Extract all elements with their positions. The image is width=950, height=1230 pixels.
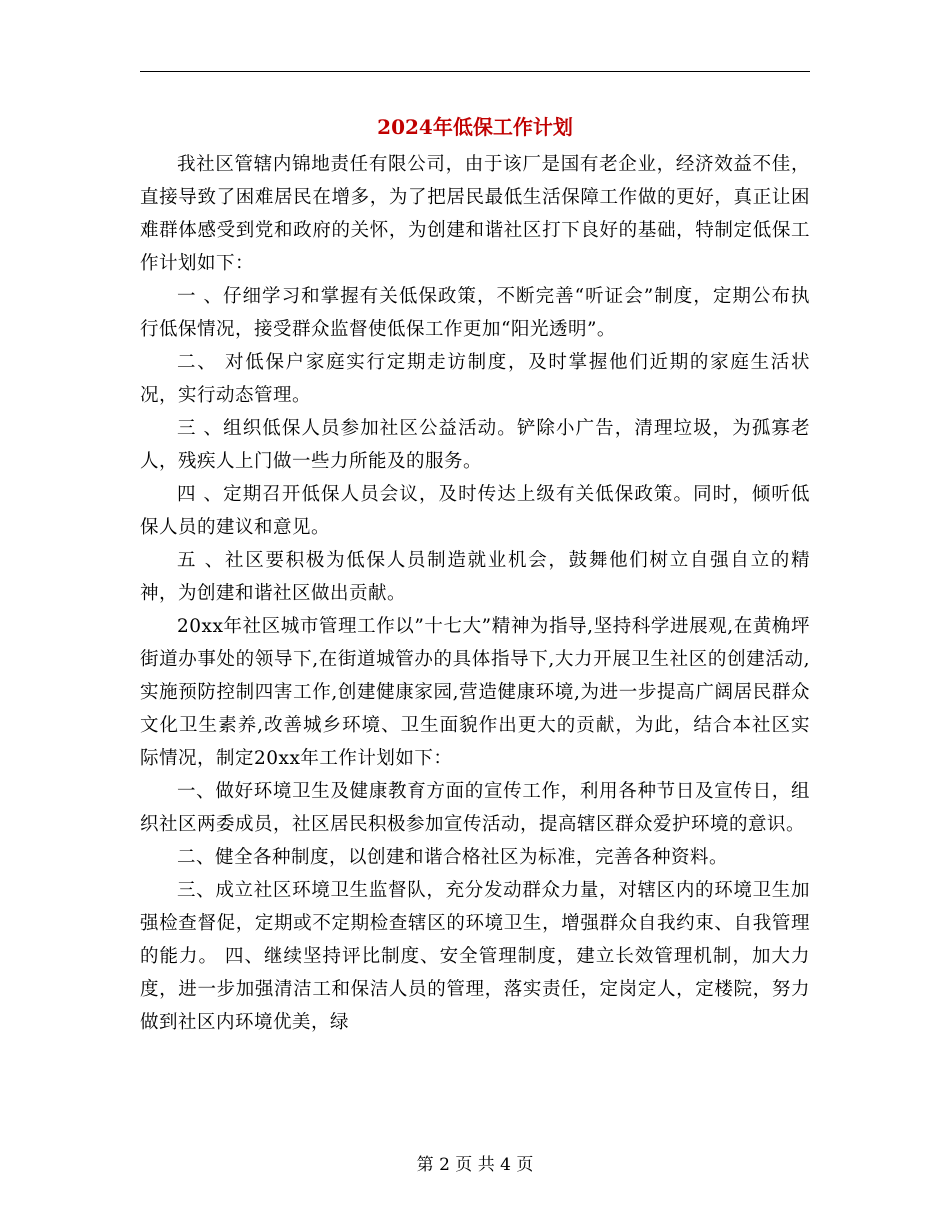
- paragraph-item-1: 一 、仔细学习和掌握有关低保政策，不断完善“听证会”制度，定期公布执行低保情况，接受群众监督使低保工作更加“阳光透明”。: [140, 286, 810, 340]
- paragraph-item-3: 三 、组织低保人员参加社区公益活动。铲除小广告，清理垃圾，为孤寡老人，残疾人上门做一些力所能及的服务。: [140, 418, 810, 472]
- paragraph-plan-1: 一、做好环境卫生及健康教育方面的宣传工作，利用各种节日及宣传日，组织社区两委成员，社区居民积极参加宣传活动，提高辖区群众爱护环境的意识。: [140, 781, 810, 835]
- paragraph-item-4: 四 、定期召开低保人员会议，及时传达上级有关低保政策。同时，倾听低保人员的建议和意见。: [140, 484, 810, 538]
- paragraph-item-5: 五 、社区要积极为低保人员制造就业机会，鼓舞他们树立自强自立的精神，为创建和谐社区做出贡献。: [140, 550, 810, 604]
- paragraph-plan-2: 二、健全各种制度，以创建和谐合格社区为标准，完善各种资料。: [177, 847, 729, 868]
- paragraph-plan-3-4: 三、成立社区环境卫生监督队，充分发动群众力量，对辖区内的环境卫生加强检查督促，定期或不定期检查辖区的环境卫生，增强群众自我约束、自我管理的能力。 四、继续坚持评比制度、安全管理制度，建立长效管理机制，加大力度，进一步加强清洁工和保洁人员的管理，落实责任，定岗定人，定楼院，努力做到社区内环境优美，绿: [140, 880, 810, 1033]
- paragraph-item-2: 二、 对低保户家庭实行定期走访制度，及时掌握他们近期的家庭生活状况，实行动态管理。: [140, 352, 810, 406]
- paragraph-plan-intro: 20xx年社区城市管理工作以”十七大”精神为指导,坚持科学进展观,在黄桷坪街道办事处的领导下,在街道城管办的具体指导下,大力开展卫生社区的创建活动,实施预防控制四害工作,创建健康家园,营造健康环境,为进一步提高广阔居民群众文化卫生素养,改善城乡环境、卫生面貌作出更大的贡献，为此，结合本社区实际情况，制定20xx年工作计划如下：: [140, 616, 810, 769]
- document-body: [140, 148, 810, 1039]
- page-footer: 第 2 页 共 4 页: [416, 1155, 534, 1175]
- header-rule: [140, 71, 810, 72]
- document-title: 2024年低保工作计划: [377, 115, 573, 139]
- paragraph-intro: 我社区管辖内锦地责任有限公司，由于该厂是国有老企业，经济效益不佳，直接导致了困难居民在增多，为了把居民最低生活保障工作做的更好，真正让困难群体感受到党和政府的关怀，为创建和谐社区打下良好的基础，特制定低保工作计划如下：: [140, 154, 810, 274]
